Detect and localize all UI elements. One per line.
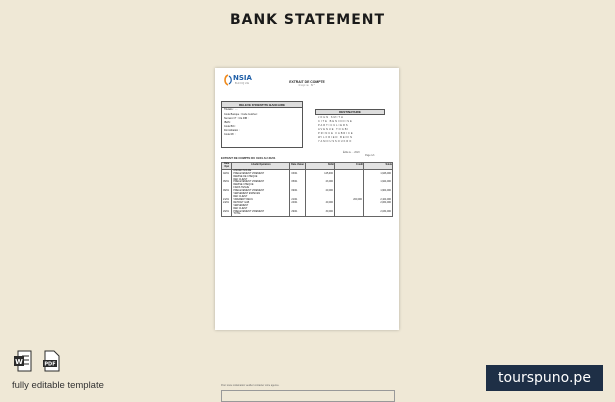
rib-row: IBAN : bbox=[224, 121, 232, 124]
column-header: Débit bbox=[305, 163, 334, 170]
rib-row: Code BIC : bbox=[224, 125, 237, 128]
rib-row: Titulaire : .... bbox=[224, 108, 238, 111]
table-cell-date: 05/01 bbox=[222, 181, 232, 184]
logo-swirl-icon bbox=[223, 74, 233, 86]
table-cell-lib: VERSEMENT bbox=[232, 205, 290, 208]
table-cell-date: 21/01 bbox=[222, 199, 232, 202]
table-cell-solde bbox=[363, 213, 392, 216]
table-cell-date: 24/01 bbox=[222, 202, 232, 205]
transactions-body bbox=[222, 169, 393, 217]
address-line: CITE BENINOISE bbox=[318, 120, 353, 123]
footer-box bbox=[221, 390, 395, 402]
table-cell-lib: REMISE DE CHEQUE bbox=[232, 176, 290, 179]
page-title: BANK STATEMENT bbox=[229, 12, 386, 28]
date-stamp: Édité le ... 2023 bbox=[343, 151, 360, 154]
page-number: Page 1/1 bbox=[365, 154, 375, 157]
recipient-header: DESTINATAIRE bbox=[315, 109, 385, 115]
table-cell-val: 05/01 bbox=[290, 181, 306, 184]
table-cell-lib: REMISE CHEQUE bbox=[232, 184, 290, 187]
table-cell-lib: ANCIEN SOLDE bbox=[232, 169, 290, 172]
table-cell-credit bbox=[334, 213, 363, 216]
table-cell-lib: PRELEVEMENT VIREMENT bbox=[232, 190, 290, 193]
table-cell-lib: PRELEVEMENT VIREMENT bbox=[232, 181, 290, 184]
address-line: WILFRIED BENIN bbox=[318, 136, 354, 139]
table-cell-lib: PRELEVEMENT VIREMENT bbox=[232, 173, 290, 176]
document-heading: EXTRAIT DE COMPTE bbox=[289, 80, 325, 84]
pdf-icon bbox=[42, 350, 60, 372]
table-cell-val: 09/01 bbox=[290, 190, 306, 193]
table-cell-lib: FRAIS TENUE bbox=[232, 187, 290, 190]
table-cell-solde: 1,946,000 bbox=[363, 173, 392, 176]
address-line: AVENUE TOGBI bbox=[318, 128, 350, 131]
document-subheading: Copie N° bbox=[298, 84, 316, 87]
svg-text:PDF: PDF bbox=[44, 361, 56, 368]
table-cell-val: 24/01 bbox=[290, 202, 306, 205]
table-row bbox=[222, 213, 393, 216]
table-cell-date: 29/01 bbox=[222, 211, 232, 214]
word-icon bbox=[14, 350, 32, 372]
bank-logo bbox=[223, 74, 263, 88]
rib-row: Domiciliation : bbox=[224, 129, 240, 132]
logo-subtitle: BANQUE bbox=[235, 82, 250, 85]
table-cell-val: 29/01 bbox=[290, 211, 306, 214]
table-cell-lib: REF CLIENT bbox=[232, 179, 290, 182]
table-cell-date: 09/01 bbox=[222, 190, 232, 193]
rib-row: Code RF : bbox=[224, 133, 236, 136]
editable-template-label: fully editable template bbox=[12, 380, 104, 391]
svg-text:W: W bbox=[15, 358, 23, 366]
table-cell-credit: 200,000 bbox=[334, 199, 363, 202]
table-cell-solde: 2,104,000 bbox=[363, 199, 392, 202]
table-cell-val bbox=[290, 213, 306, 216]
table-cell-lib: REF CLIENT bbox=[232, 208, 290, 211]
table-cell-debit bbox=[305, 213, 334, 216]
table-cell-debit: 23,000 bbox=[305, 181, 334, 184]
column-header: Crédit bbox=[334, 163, 363, 170]
column-header: Date Valeur bbox=[290, 163, 306, 170]
table-cell-solde: 2,064,000 bbox=[363, 202, 392, 205]
table-cell-lib: VERSEMENT ESPECES bbox=[232, 193, 290, 196]
bank-statement-document bbox=[215, 68, 399, 387]
rib-row: Code Banque : Code Guichet : bbox=[224, 113, 259, 116]
footnote: Pour toute réclamation veuillez contacter votre agence. bbox=[221, 384, 280, 387]
table-cell-debit: 30,000 bbox=[305, 211, 334, 214]
table-cell-debit: 40,000 bbox=[305, 202, 334, 205]
table-cell-lib: RETRAIT GAB bbox=[232, 202, 290, 205]
address-line: PRINCE FABRICE bbox=[318, 132, 354, 135]
table-cell-debit: 125,000 bbox=[305, 173, 334, 176]
statement-period: EXTRAIT DE COMPTE DU 01/01 AU 31/01 bbox=[221, 156, 276, 160]
transactions-table bbox=[221, 162, 393, 217]
table-cell-lib: TOTAL bbox=[232, 213, 290, 216]
rib-box bbox=[221, 101, 303, 148]
column-header: Solde bbox=[363, 163, 392, 170]
table-cell-solde: 1,924,000 bbox=[363, 181, 392, 184]
table-cell-date bbox=[222, 213, 232, 216]
address-line: YAMOUSSOUKRO bbox=[318, 140, 353, 143]
rib-row: Numéro N° : Clé RIB : bbox=[224, 117, 249, 120]
column-header: Libellé Opération bbox=[232, 163, 290, 170]
address-line: PARTICULIERS bbox=[318, 124, 349, 127]
brand-badge[interactable]: tourspuno.pe bbox=[486, 365, 603, 391]
table-cell-solde: 2,034,000 bbox=[363, 211, 392, 214]
table-cell-solde: 1,904,000 bbox=[363, 190, 392, 193]
logo-name: NSIA bbox=[233, 74, 252, 82]
table-cell-val: 03/01 bbox=[290, 173, 306, 176]
address-line: JOHN SMITH bbox=[318, 116, 344, 119]
table-cell-lib: PRELEVEMENT VIREMENT bbox=[232, 211, 290, 214]
table-cell-lib: REF CLIENT bbox=[232, 196, 290, 199]
rib-header: RELEVE D'IDENTITE BANCAIRE bbox=[222, 102, 302, 108]
table-cell-lib: VIREMENT RECU bbox=[232, 199, 290, 202]
table-cell-val: 21/01 bbox=[290, 199, 306, 202]
file-format-icons bbox=[14, 350, 74, 372]
table-cell-debit: 20,000 bbox=[305, 190, 334, 193]
column-header: Date Opé bbox=[222, 163, 232, 170]
table-cell-date: 02/01 bbox=[222, 173, 232, 176]
